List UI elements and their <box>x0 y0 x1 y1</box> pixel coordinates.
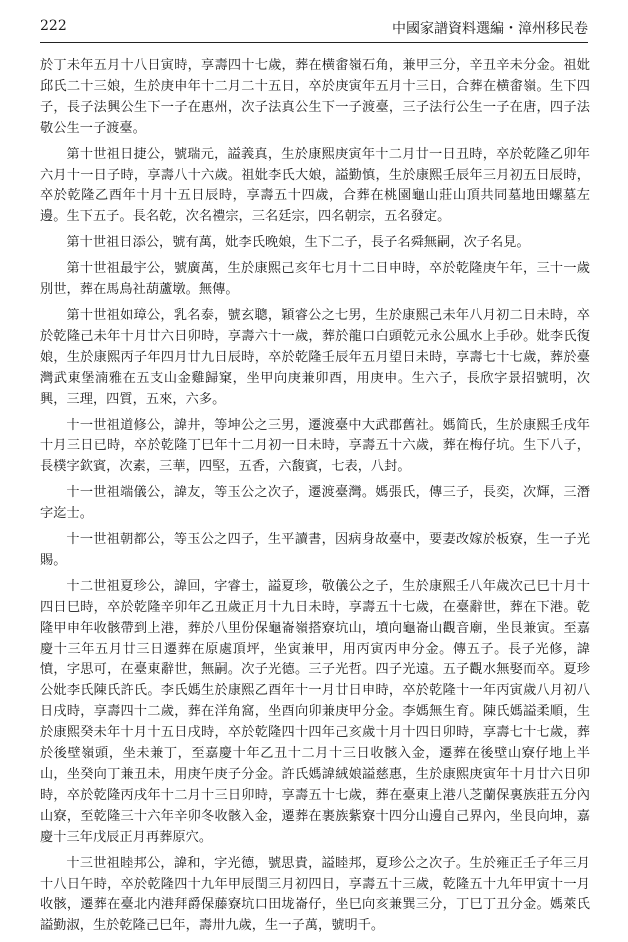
paragraph: 十一世祖端儀公，諱友，等玉公之次子，遷渡臺灣。媽張氏，傳三子，長奕，次輝，三潛字迄士。 <box>40 485 590 522</box>
book-title: 中國家譜資料選編・漳州移民卷 <box>392 21 588 37</box>
page-header <box>40 18 588 40</box>
paragraph: 十一世祖朝都公，等玉公之四子，生平讀書，因病身故臺中，要妻改嫁於板寮，生一子光賜。 <box>40 532 590 568</box>
paragraph: 第十世祖日添公，號有萬，妣李氏晚娘，生下二子，長子名舜無嗣，次子名見。 <box>66 235 530 251</box>
paragraph: 第十世祖最宇公，號廣萬，生於康熙己亥年七月十二日申時，卒於乾隆庚午年，三十一歲別世，葬在馬鳥社葫蘆墩。無傳。 <box>40 261 590 298</box>
paragraph: 十一世祖道修公，諱井，等坤公之三男，遷渡臺中大武郡舊社。媽简氏，生於康熙壬戌年十月三日已時，卒於乾隆丁巳年十二月初一日未時，享壽五十六歲，葬在梅仔坑。生下八子，長樸字欽賓，次素，三華，四堅，五香，六馥賓，七表，八封。 <box>40 417 590 475</box>
paragraph: 第十世祖如璋公，乳名泰，號玄聰，穎睿公之七男，生於康熙己未年八月初二日未時，卒於乾隆己未年十月廿六日卯時，享壽六十一歲，葬於龍口白頭乾元永公風水上手砂。妣李氏復娘，生於康熙丙子年四月廿九日辰時，卒於乾隆壬辰年五月望日未時，享壽七十七歲，葬於臺灣武東堡湳雅在五支山金雞歸窠，坐甲向庚兼卯酉，用庚申。生六子，長欣字景招號明，次興，三理，四質，五來，六多。 <box>40 307 590 407</box>
paragraph: 十二世祖夏珍公，諱回，字睿士，謚夏珍，敬儀公之子，生於康熙壬八年歲次己巳十月十四日巳時，卒於乾隆辛卯年乙丑歲正月十九日未時，享壽五十七歲，在臺辭世，葬在下港。乾隆甲申年收骸帶到上港，葬於八里份保龜崙嶺搭寮坑山，墳向龜崙山觀音廟，坐艮兼寅。至嘉慶十三年五月廿三日遷葬在原處頂坪，坐寅兼甲，用丙寅丙申分金。傳五子。長子光修，諱憤，字思可，在臺東辭世，無嗣。次子光德。三子光哲。四子光遠。五子觀水無娶而卒。夏珍公妣李氏陳氏許氏。李氏媽生於康熙乙酉年十一月廿日申時，卒於乾隆十一年丙寅歲八月初八日戌時，享壽四十二歲，葬在洋角窩，坐酉向卯兼庚甲分金。李媽無生育。陳氏媽謚柔順，生於康熙癸未年十月十五日戌時，卒於乾隆四十四年己亥歲十月十四日卯時，享壽七十七歲，葬於後壁嶺頭，坐未兼丁，至嘉慶十年乙丑十二月十三日收骸入金，遷葬在後壁山寮仔地上半山，坐癸向丁兼丑未，用庚午庚子分金。許氏媽諱絨娘謚慈惠，生於康熙庚寅年十月廿六日卯時，卒於乾隆丙戌年十二月十三日卯時，享壽五十七歲，葬在臺東上港八芝蘭保裏族莊五分內山寮，至乾隆三十六年辛卯冬收骸入金，遷葬在裹族紫寮十四分山邊自己界內，坐艮向坤，嘉慶十三年戊辰正月再葬原穴。 <box>40 578 590 845</box>
header-rule <box>40 42 588 43</box>
paragraph: 十三世祖睦邦公，諱和，字光德，號思貴，謚睦邦，夏珍公之次子。生於雍正壬子年三月十八日午時，卒於乾隆四十九年甲辰閏三月初四日，享壽五十三歲，乾隆五十九年甲寅十一月收骸，遷葬在臺北内港拜爵保藤寮坑口田垅崙仔，坐巳向亥兼巽三分，丁巳丁丑分金。媽萊氏謚勤淑，生於乾隆己巳年，壽卅九歲，生一子萬，號明千。 <box>40 855 590 934</box>
main-text <box>40 56 590 942</box>
paragraph: 第十世祖日捷公，號瑞元，謚義真，生於康熙庚寅年十二月廿一日丑時，卒於乾隆乙卯年六月十一日子時，享壽八十六歲。祖妣李氏大娘，謚勤慎，生於康熙壬辰年三月初五日辰時，卒於乾隆乙酉年十月十五日辰時，享壽五十四歲，合葬在桃園龜山莊山頂共同墓地田螺墓左邊。生下五子。長名乾，次名禮宗，三名廷宗，四名朝宗，五名發定。 <box>40 146 590 225</box>
page-number: 222 <box>40 18 67 34</box>
paragraph: 於丁未年五月十八日寅時，享壽四十七歲，葬在横畬嶺石角，兼甲三分，辛丑辛未分金。祖妣邱氏二十三娘，生於庚申年十二月二十五日，卒於庚寅年五月十三日，合葬在横畬嶺。生下四子，長子法興公生下一子在惠州，次子法真公生下一子渡臺，三子法行公生一子在唐，四子法敬公生一子渡臺。 <box>40 58 590 136</box>
